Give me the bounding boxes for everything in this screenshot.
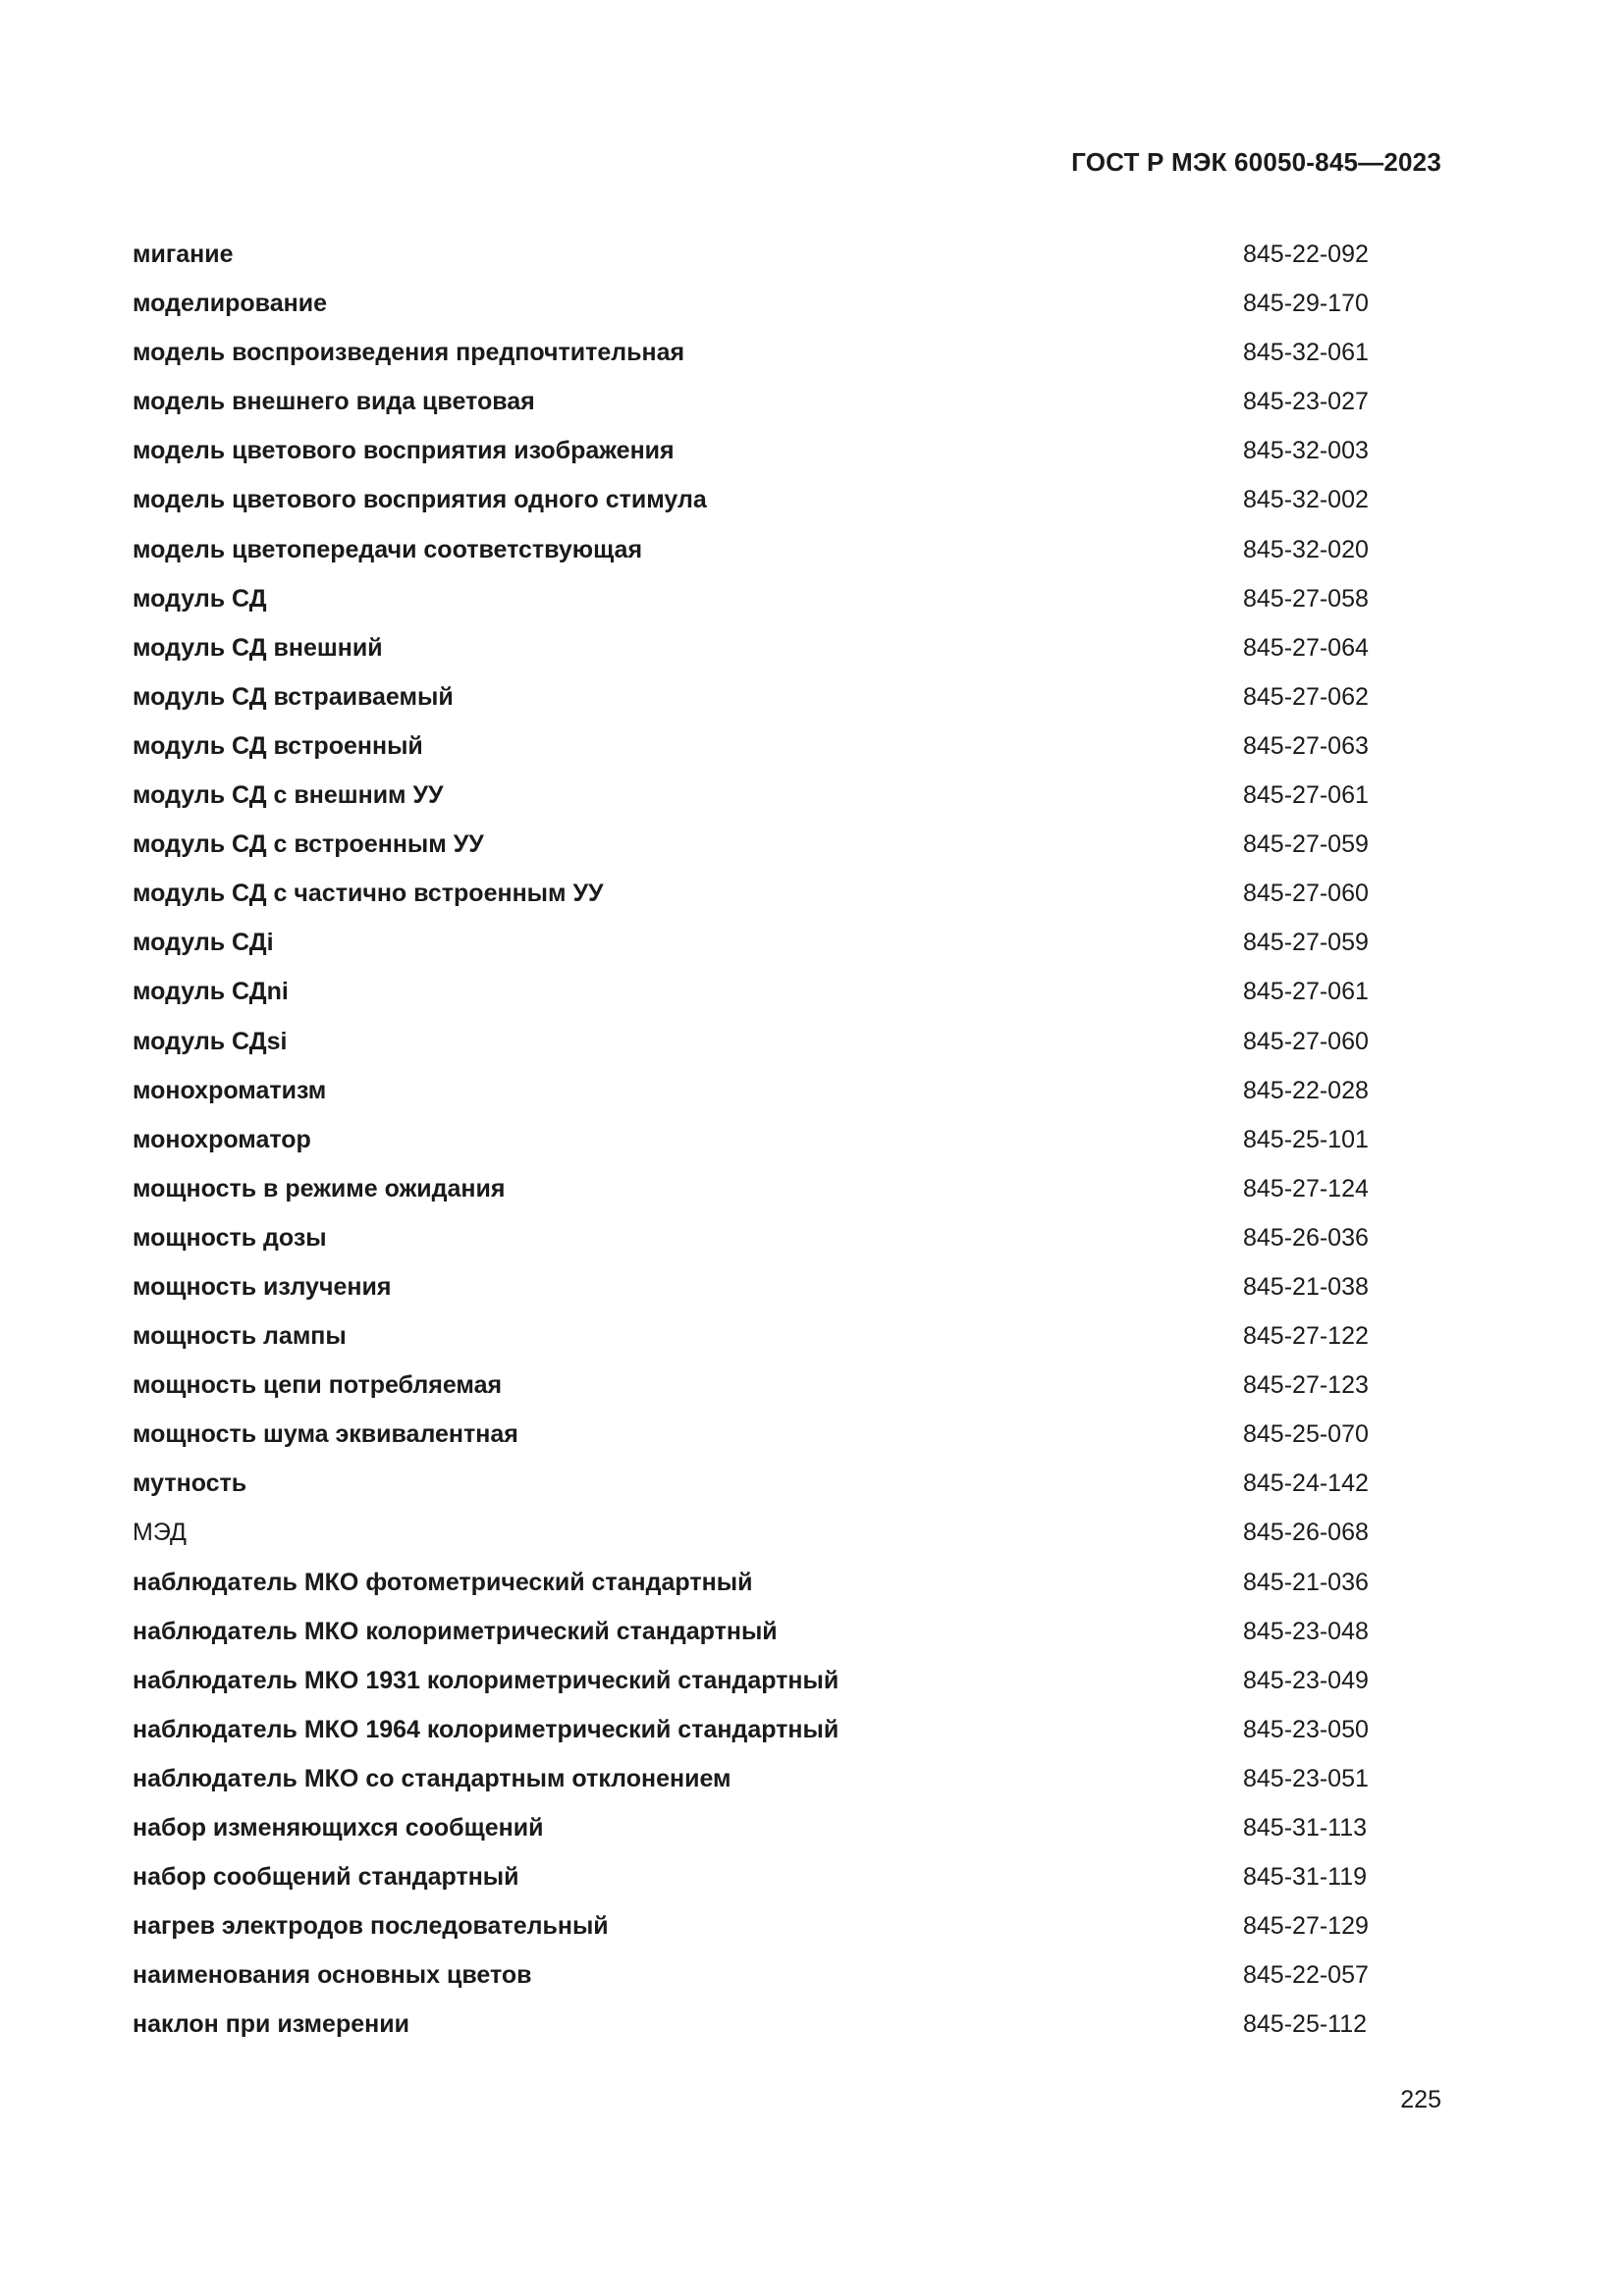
entry-term: модель цветопередачи соответствующая [133, 535, 643, 563]
entry-term: модель цветового восприятия изображения [133, 437, 675, 465]
entry-term: мощность лампы [133, 1322, 347, 1351]
entry-term: монохроматизм [133, 1076, 327, 1104]
entry-code: 845-27-122 [1243, 1322, 1369, 1351]
index-entry [133, 1618, 1370, 1667]
page-number: 225 [1400, 2086, 1441, 2113]
index-entry [133, 536, 1370, 585]
entry-term: модель цветового восприятия одного стимула [133, 486, 707, 514]
entry-code: 845-26-036 [1243, 1223, 1369, 1252]
entry-term: моделирование [133, 290, 327, 318]
entry-code: 845-29-170 [1243, 290, 1369, 318]
index-entry [133, 781, 1370, 830]
entry-code: 845-31-113 [1243, 1814, 1368, 1842]
entry-term: мощность шума эквивалентная [133, 1420, 518, 1449]
entry-term: модуль СД [133, 584, 267, 613]
entry-code: 845-24-142 [1243, 1469, 1369, 1498]
entry-term: мигание [133, 240, 234, 268]
index-entry [133, 388, 1370, 437]
index-entry [133, 585, 1370, 634]
entry-code: 845-27-062 [1243, 682, 1369, 711]
entry-term: МЭД [133, 1519, 187, 1547]
entry-term: модуль СД с внешним УУ [133, 781, 444, 810]
index-entry [133, 240, 1370, 290]
index-entry [133, 1765, 1370, 1814]
entry-term: модуль СД с встроенным УУ [133, 830, 484, 859]
entry-term: мутность [133, 1469, 247, 1498]
entry-code: 845-21-038 [1243, 1272, 1369, 1301]
entry-code: 845-23-050 [1243, 1715, 1369, 1743]
index-entry [133, 2010, 1370, 2059]
entry-term: модель воспроизведения предпочтительная [133, 339, 685, 367]
entry-code: 845-32-002 [1243, 486, 1369, 514]
entry-code: 845-27-059 [1243, 929, 1369, 957]
entry-term: модуль СДsi [133, 1027, 288, 1055]
index-entry [133, 634, 1370, 683]
entry-term: модуль СД с частично встроенным УУ [133, 880, 604, 908]
index-entry [133, 1224, 1370, 1273]
index-entry [133, 339, 1370, 388]
index-entry [133, 1716, 1370, 1765]
entry-term: наименования основных цветов [133, 1961, 532, 1990]
term-index [133, 240, 1370, 2059]
entry-code: 845-23-051 [1243, 1764, 1369, 1792]
entry-code: 845-32-020 [1243, 535, 1369, 563]
index-entry [133, 1667, 1370, 1716]
entry-code: 845-27-063 [1243, 731, 1369, 760]
index-entry [133, 683, 1370, 732]
entry-term: монохроматор [133, 1125, 311, 1153]
index-entry [133, 1814, 1370, 1863]
index-entry [133, 929, 1370, 978]
entry-term: мощность излучения [133, 1272, 392, 1301]
entry-code: 845-22-028 [1243, 1076, 1369, 1104]
entry-code: 845-27-123 [1243, 1371, 1369, 1400]
index-entry [133, 1028, 1370, 1077]
entry-code: 845-27-059 [1243, 830, 1369, 859]
index-entry [133, 1961, 1370, 2010]
entry-code: 845-25-112 [1243, 2010, 1368, 2039]
document-header: ГОСТ Р МЭК 60050-845—2023 [1071, 147, 1441, 177]
entry-term: наблюдатель МКО колориметрический стандартный [133, 1617, 778, 1645]
entry-code: 845-27-060 [1243, 880, 1369, 908]
entry-code: 845-31-119 [1243, 1863, 1368, 1892]
index-entry [133, 1569, 1370, 1618]
entry-code: 845-25-070 [1243, 1420, 1369, 1449]
entry-code: 845-25-101 [1243, 1125, 1369, 1153]
entry-code: 845-27-061 [1243, 781, 1369, 810]
index-entry [133, 1175, 1370, 1224]
index-entry [133, 1126, 1370, 1175]
entry-term: наблюдатель МКО 1931 колориметрический стандартный [133, 1666, 839, 1694]
index-entry [133, 437, 1370, 486]
entry-code: 845-23-027 [1243, 388, 1369, 416]
entry-term: модуль СДni [133, 978, 289, 1006]
index-entry [133, 486, 1370, 535]
entry-term: мощность в режиме ожидания [133, 1174, 506, 1202]
entry-code: 845-22-057 [1243, 1961, 1369, 1990]
entry-code: 845-27-061 [1243, 978, 1369, 1006]
index-entry [133, 1420, 1370, 1469]
entry-term: наблюдатель МКО фотометрический стандартный [133, 1568, 753, 1596]
index-entry [133, 1863, 1370, 1912]
entry-term: наблюдатель МКО со стандартным отклонением [133, 1764, 731, 1792]
entry-term: модуль СД встраиваемый [133, 682, 454, 711]
entry-term: наклон при измерении [133, 2010, 409, 2039]
entry-code: 845-32-003 [1243, 437, 1369, 465]
entry-code: 845-21-036 [1243, 1568, 1369, 1596]
entry-term: нагрев электродов последовательный [133, 1912, 609, 1941]
index-entry [133, 978, 1370, 1027]
index-entry [133, 1273, 1370, 1322]
index-entry [133, 1077, 1370, 1126]
entry-code: 845-27-064 [1243, 633, 1369, 662]
entry-code: 845-27-129 [1243, 1912, 1369, 1941]
entry-code: 845-22-092 [1243, 240, 1369, 268]
entry-code: 845-23-049 [1243, 1666, 1369, 1694]
index-entry [133, 1322, 1370, 1371]
entry-term: набор сообщений стандартный [133, 1863, 519, 1892]
entry-term: мощность цепи потребляемая [133, 1371, 503, 1400]
entry-term: набор изменяющихся сообщений [133, 1814, 544, 1842]
entry-code: 845-27-058 [1243, 584, 1369, 613]
index-entry [133, 1469, 1370, 1519]
entry-code: 845-27-124 [1243, 1174, 1369, 1202]
index-entry [133, 1912, 1370, 1961]
entry-term: модуль СДi [133, 929, 274, 957]
entry-term: модуль СД встроенный [133, 731, 423, 760]
entry-code: 845-23-048 [1243, 1617, 1369, 1645]
index-entry [133, 1371, 1370, 1420]
index-entry [133, 830, 1370, 880]
entry-term: мощность дозы [133, 1223, 327, 1252]
index-entry [133, 1519, 1370, 1568]
entry-term: модуль СД внешний [133, 633, 383, 662]
entry-term: наблюдатель МКО 1964 колориметрический стандартный [133, 1715, 839, 1743]
index-entry [133, 880, 1370, 929]
entry-code: 845-32-061 [1243, 339, 1369, 367]
entry-term: модель внешнего вида цветовая [133, 388, 535, 416]
index-entry [133, 290, 1370, 339]
entry-code: 845-26-068 [1243, 1519, 1369, 1547]
index-entry [133, 732, 1370, 781]
entry-code: 845-27-060 [1243, 1027, 1369, 1055]
